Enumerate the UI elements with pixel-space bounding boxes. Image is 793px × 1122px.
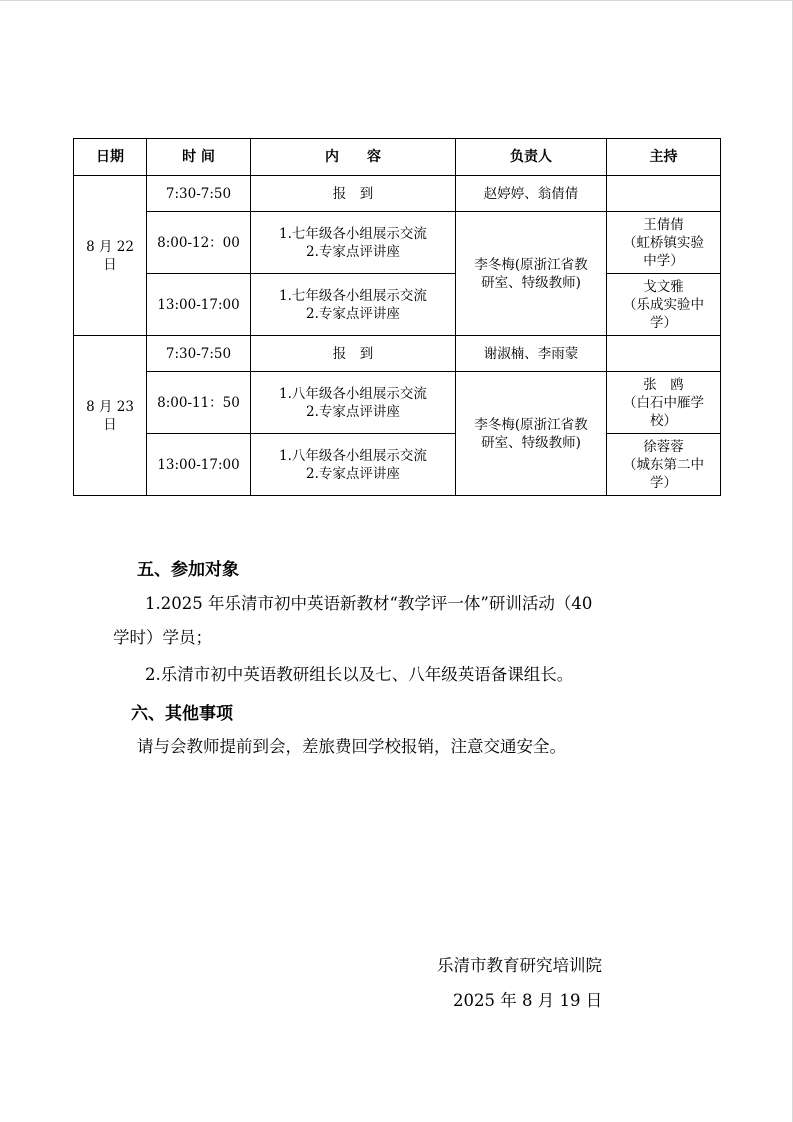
table-row — [74, 212, 721, 274]
date-cell: 8 月 22 日 — [74, 176, 147, 336]
signature-date: 2025 年 8 月 19 日 — [453, 991, 603, 1010]
content-cell: 报 到 — [251, 336, 456, 372]
participants-item-2: 2.乐清市初中英语教研组长以及七、八年级英语备课组长。 — [145, 665, 574, 684]
content-cell — [251, 372, 456, 434]
host-cell: 戈文雅 （乐成实验中 学） — [607, 274, 721, 336]
other-matters-text: 请与会教师提前到会，差旅费回学校报销，注意交通安全。 — [137, 737, 566, 756]
section-heading-other: 六、其他事项 — [131, 704, 233, 724]
header-date: 日期 — [74, 139, 147, 176]
content-line: 2.专家点评讲座 — [306, 465, 400, 482]
host-cell: 张 鸥 （白石中雁学 校） — [607, 372, 721, 434]
time-cell: 7:30-7:50 — [147, 176, 251, 212]
header-content: 内 容 — [251, 139, 456, 176]
responsible-cell: 赵婷婷、翁倩倩 — [456, 176, 607, 212]
time-cell: 13:00-17:00 — [147, 434, 251, 496]
content-cell: 报 到 — [251, 176, 456, 212]
content-line: 1.八年级各小组展示交流 — [279, 447, 427, 464]
host-cell: 徐蓉蓉 （城东第二中 学） — [607, 434, 721, 496]
table-row — [74, 372, 721, 434]
content-line: 1.八年级各小组展示交流 — [279, 385, 427, 402]
page-edge-top — [0, 0, 793, 1]
time-cell: 7:30-7:50 — [147, 336, 251, 372]
content-line: 1.七年级各小组展示交流 — [279, 225, 427, 242]
table-row — [74, 176, 721, 212]
host-cell — [607, 336, 721, 372]
signature-org: 乐清市教育研究培训院 — [437, 956, 602, 975]
responsible-cell: 谢淑楠、李雨蒙 — [456, 336, 607, 372]
time-cell: 13:00-17:00 — [147, 274, 251, 336]
host-cell: 王倩倩 （虹桥镇实验 中学） — [607, 212, 721, 274]
participants-item-1: 1.2025 年乐清市初中英语新教材“教学评一体”研训活动（40 — [145, 594, 593, 613]
time-cell: 8:00-11：50 — [147, 372, 251, 434]
table-row — [74, 336, 721, 372]
content-line: 2.专家点评讲座 — [306, 305, 400, 322]
header-host: 主持 — [607, 139, 721, 176]
content-line: 1.七年级各小组展示交流 — [279, 287, 427, 304]
date-cell: 8 月 23 日 — [74, 336, 147, 496]
content-cell — [251, 434, 456, 496]
content-cell — [251, 212, 456, 274]
header-responsible: 负责人 — [456, 139, 607, 176]
content-cell — [251, 274, 456, 336]
host-cell — [607, 176, 721, 212]
table-row — [74, 274, 721, 336]
responsible-cell: 李冬梅(原浙江省教 研室、特级教师) — [456, 372, 607, 496]
content-line: 2.专家点评讲座 — [306, 403, 400, 420]
responsible-cell: 李冬梅(原浙江省教 研室、特级教师) — [456, 212, 607, 336]
table-row — [74, 434, 721, 496]
table-header-row — [74, 139, 721, 176]
schedule-table — [73, 138, 721, 496]
header-time: 时 间 — [147, 139, 251, 176]
section-heading-participants: 五、参加对象 — [137, 560, 239, 580]
time-cell: 8:00-12：00 — [147, 212, 251, 274]
participants-item-1-cont: 学时）学员； — [113, 628, 212, 647]
content-line: 2.专家点评讲座 — [306, 243, 400, 260]
